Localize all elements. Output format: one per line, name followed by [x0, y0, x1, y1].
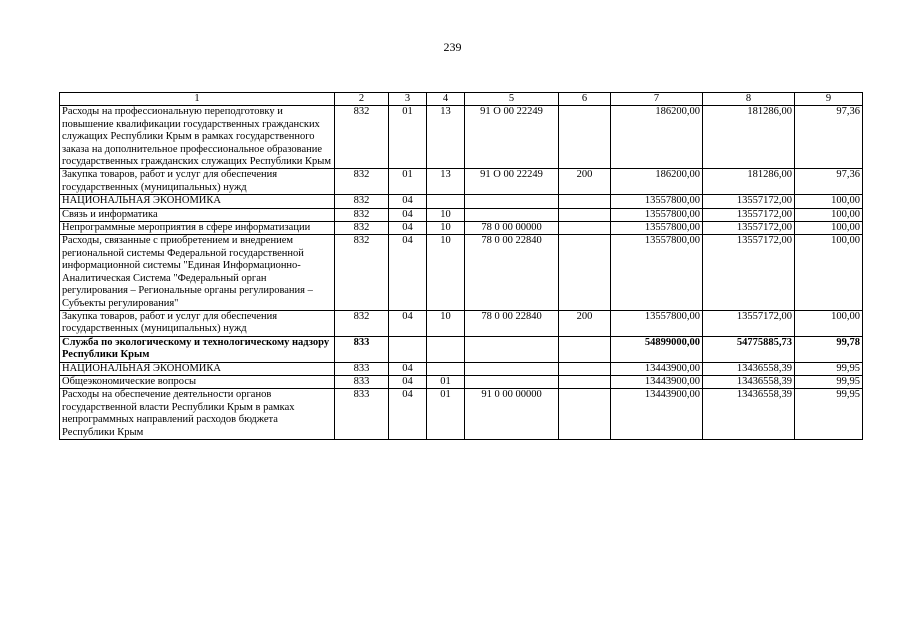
row-section: 04 [389, 235, 427, 310]
row-percent: 100,00 [795, 310, 863, 336]
row-ministry-code: 832 [335, 222, 389, 235]
header-cell: 4 [427, 93, 465, 106]
header-row [60, 93, 863, 106]
row-section: 01 [389, 106, 427, 169]
row-section [389, 336, 427, 362]
row-planned: 186200,00 [611, 169, 703, 195]
row-percent: 100,00 [795, 222, 863, 235]
budget-table [59, 92, 863, 440]
row-name: Расходы, связанные с приобретением и внедрением региональной системы Федеральной государственной информационной системы "Единая Информационно-Аналитическая Система "Федеральный орган регулирования – Региональные органы регулирования – Субъекты регулирования" [60, 235, 335, 310]
header-cell: 3 [389, 93, 427, 106]
table-row [60, 169, 863, 195]
row-expense-type [559, 106, 611, 169]
row-executed: 13557172,00 [703, 310, 795, 336]
row-executed: 13436558,39 [703, 375, 795, 388]
row-ministry-code: 832 [335, 106, 389, 169]
row-executed: 181286,00 [703, 106, 795, 169]
row-percent: 97,36 [795, 169, 863, 195]
row-percent: 100,00 [795, 195, 863, 208]
row-expense-type [559, 208, 611, 221]
row-section: 01 [389, 169, 427, 195]
table-row [60, 222, 863, 235]
row-percent: 100,00 [795, 208, 863, 221]
row-section: 04 [389, 375, 427, 388]
row-subsection: 13 [427, 169, 465, 195]
row-expense-type [559, 195, 611, 208]
row-percent: 99,95 [795, 389, 863, 440]
row-subsection: 10 [427, 222, 465, 235]
row-planned: 13443900,00 [611, 375, 703, 388]
row-executed: 13557172,00 [703, 195, 795, 208]
row-planned: 13557800,00 [611, 208, 703, 221]
table-row [60, 375, 863, 388]
header-cell: 7 [611, 93, 703, 106]
row-name: Закупка товаров, работ и услуг для обеспечения государственных (муниципальных) нужд [60, 169, 335, 195]
row-expense-type [559, 389, 611, 440]
row-subsection: 10 [427, 310, 465, 336]
row-target-article: 91 О 00 22249 [465, 169, 559, 195]
row-target-article [465, 362, 559, 375]
row-expense-type [559, 375, 611, 388]
page-number: 239 [443, 40, 462, 54]
row-ministry-code: 833 [335, 336, 389, 362]
row-name: Расходы на обеспечение деятельности органов государственной власти Республики Крым в рамках непрограммных направлений расходов бюджета Республики Крым [60, 389, 335, 440]
row-executed: 13557172,00 [703, 208, 795, 221]
row-subsection [427, 336, 465, 362]
table-row [60, 336, 863, 362]
row-name: НАЦИОНАЛЬНАЯ ЭКОНОМИКА [60, 195, 335, 208]
row-target-article: 91 0 00 00000 [465, 389, 559, 440]
row-target-article: 91 О 00 22249 [465, 106, 559, 169]
row-expense-type: 200 [559, 169, 611, 195]
row-section: 04 [389, 389, 427, 440]
row-name: Общеэкономические вопросы [60, 375, 335, 388]
row-target-article [465, 375, 559, 388]
table-row [60, 106, 863, 169]
header-cell: 9 [795, 93, 863, 106]
row-target-article: 78 0 00 00000 [465, 222, 559, 235]
row-ministry-code: 832 [335, 169, 389, 195]
header-cell: 2 [335, 93, 389, 106]
header-cell: 5 [465, 93, 559, 106]
row-name: Связь и информатика [60, 208, 335, 221]
row-ministry-code: 832 [335, 310, 389, 336]
row-executed: 181286,00 [703, 169, 795, 195]
row-ministry-code: 833 [335, 389, 389, 440]
row-planned: 186200,00 [611, 106, 703, 169]
table-row [60, 195, 863, 208]
row-planned: 13443900,00 [611, 362, 703, 375]
row-section: 04 [389, 195, 427, 208]
row-percent: 99,95 [795, 375, 863, 388]
row-target-article [465, 208, 559, 221]
row-section: 04 [389, 362, 427, 375]
row-percent: 97,36 [795, 106, 863, 169]
row-name: НАЦИОНАЛЬНАЯ ЭКОНОМИКА [60, 362, 335, 375]
row-expense-type [559, 362, 611, 375]
row-subsection [427, 362, 465, 375]
row-expense-type [559, 235, 611, 310]
row-ministry-code: 832 [335, 195, 389, 208]
row-planned: 13557800,00 [611, 195, 703, 208]
row-planned: 13557800,00 [611, 235, 703, 310]
row-ministry-code: 833 [335, 362, 389, 375]
table-row [60, 310, 863, 336]
row-executed: 13436558,39 [703, 389, 795, 440]
row-section: 04 [389, 222, 427, 235]
row-expense-type [559, 222, 611, 235]
row-target-article: 78 0 00 22840 [465, 235, 559, 310]
row-percent: 99,78 [795, 336, 863, 362]
row-subsection: 13 [427, 106, 465, 169]
row-section: 04 [389, 310, 427, 336]
row-ministry-code: 833 [335, 375, 389, 388]
row-executed: 54775885,73 [703, 336, 795, 362]
row-ministry-code: 832 [335, 235, 389, 310]
table-row [60, 362, 863, 375]
table-row [60, 235, 863, 310]
header-cell: 1 [60, 93, 335, 106]
row-subsection: 01 [427, 375, 465, 388]
row-name: Непрограммные мероприятия в сфере информатизации [60, 222, 335, 235]
header-cell: 6 [559, 93, 611, 106]
row-name: Служба по экологическому и технологическому надзору Республики Крым [60, 336, 335, 362]
row-subsection: 10 [427, 235, 465, 310]
table-row [60, 208, 863, 221]
row-planned: 13443900,00 [611, 389, 703, 440]
row-subsection [427, 195, 465, 208]
row-planned: 13557800,00 [611, 310, 703, 336]
row-percent: 100,00 [795, 235, 863, 310]
row-executed: 13557172,00 [703, 222, 795, 235]
row-expense-type: 200 [559, 310, 611, 336]
row-planned: 13557800,00 [611, 222, 703, 235]
row-expense-type [559, 336, 611, 362]
row-name: Расходы на профессиональную переподготовку и повышение квалификации государственных гражданских служащих Республики Крым в рамках государственного заказа на дополнительное профессиональное образование государственных гражданских служащих Республики Крым [60, 106, 335, 169]
header-cell: 8 [703, 93, 795, 106]
row-section: 04 [389, 208, 427, 221]
row-target-article [465, 195, 559, 208]
row-percent: 99,95 [795, 362, 863, 375]
table-row [60, 389, 863, 440]
row-name: Закупка товаров, работ и услуг для обеспечения государственных (муниципальных) нужд [60, 310, 335, 336]
row-executed: 13557172,00 [703, 235, 795, 310]
row-executed: 13436558,39 [703, 362, 795, 375]
row-planned: 54899000,00 [611, 336, 703, 362]
row-subsection: 01 [427, 389, 465, 440]
row-ministry-code: 832 [335, 208, 389, 221]
row-target-article: 78 0 00 22840 [465, 310, 559, 336]
row-target-article [465, 336, 559, 362]
row-subsection: 10 [427, 208, 465, 221]
